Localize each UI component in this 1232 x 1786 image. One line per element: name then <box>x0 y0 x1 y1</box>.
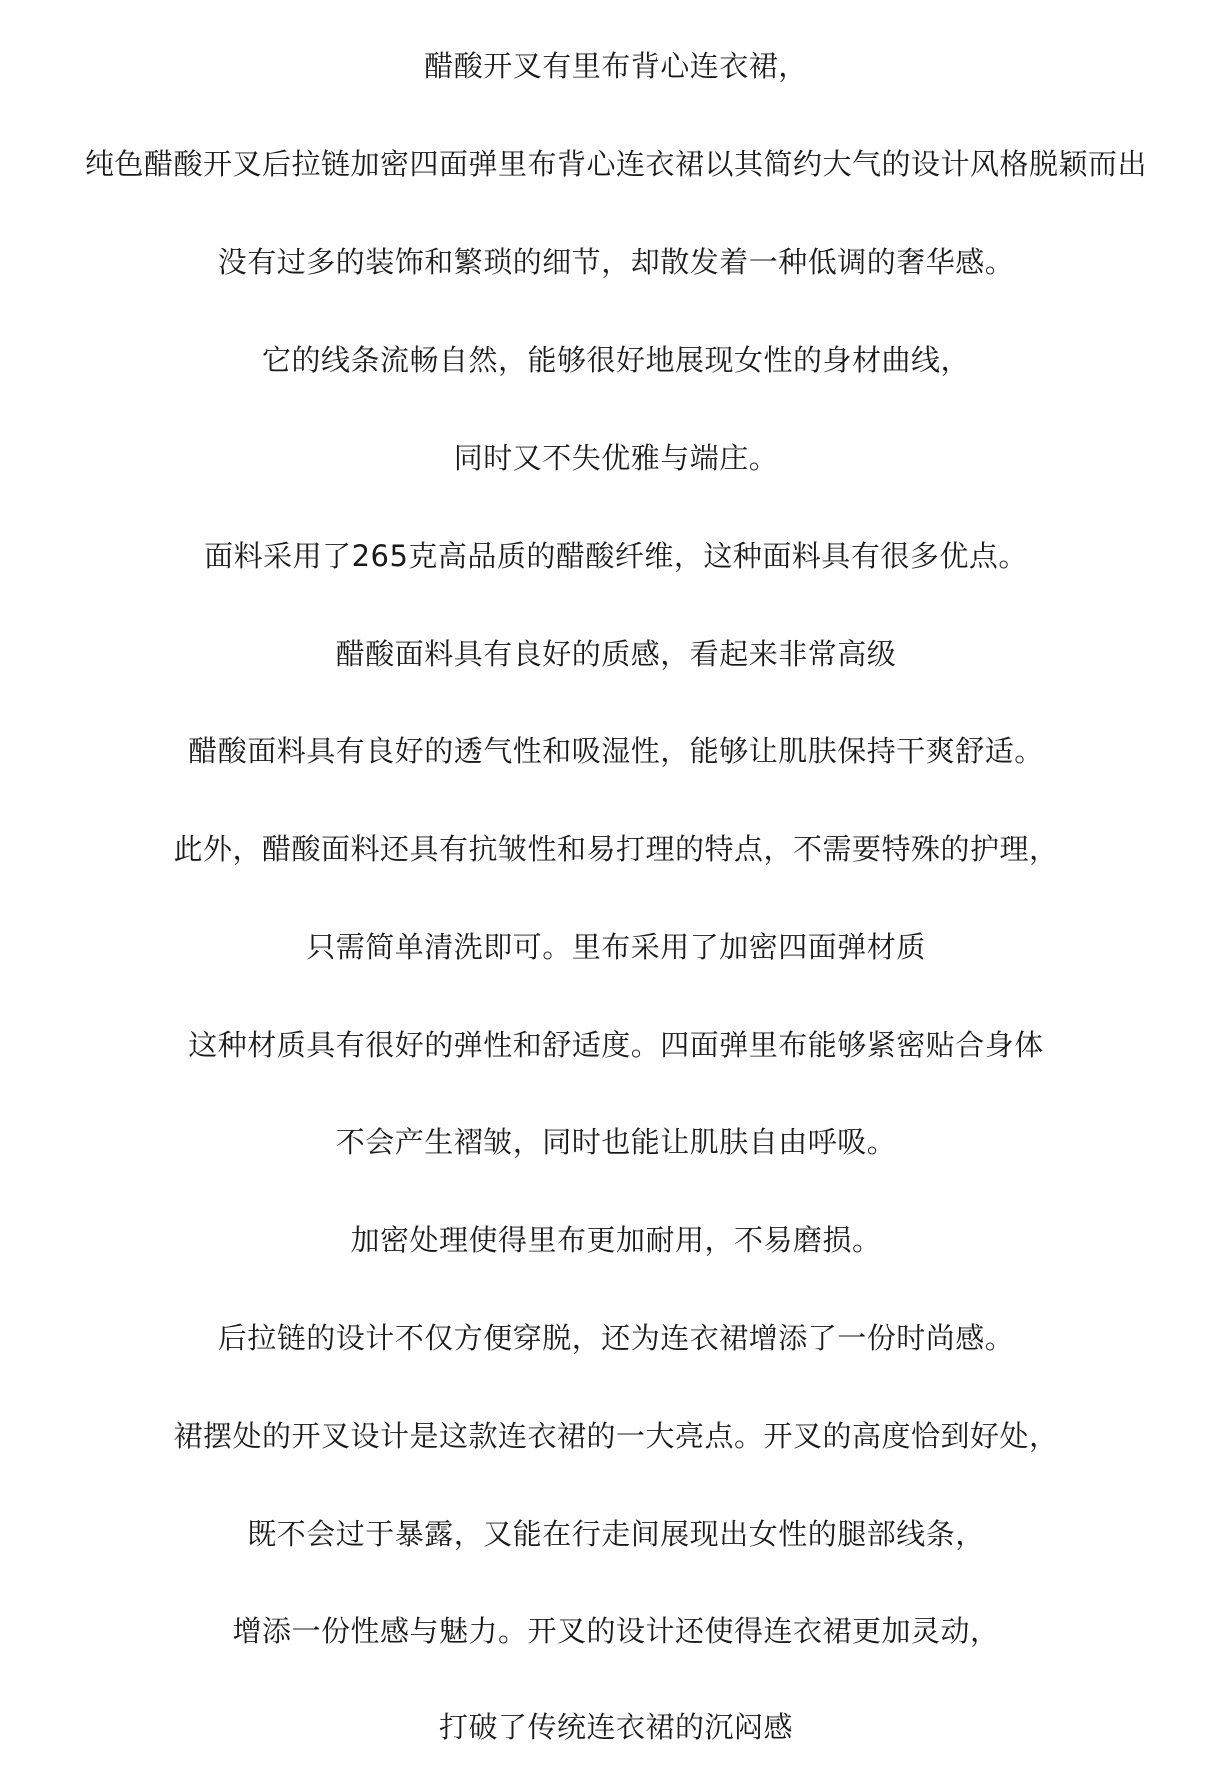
text-line: 只需简单清洗即可。里布采用了加密四面弹材质 <box>306 930 926 964</box>
text-line: 没有过多的装饰和繁琐的细节，却散发着一种低调的奢华感。 <box>217 245 1015 279</box>
text-line: 这种材质具有很好的弹性和舒适度。四面弹里布能够紧密贴合身体 <box>188 1028 1044 1062</box>
text-line: 加密处理使得里布更加耐用，不易磨损。 <box>350 1223 882 1257</box>
text-line: 醋酸面料具有良好的透气性和吸湿性，能够让肌肤保持干爽舒适。 <box>188 734 1044 768</box>
text-line: 纯色醋酸开叉后拉链加密四面弹里布背心连衣裙以其简约大气的设计风格脱颖而出 <box>84 147 1147 181</box>
text-line: 醋酸面料具有良好的质感，看起来非常高级 <box>335 637 897 671</box>
text-line: 打破了传统连衣裙的沉闷感 <box>438 1710 793 1744</box>
text-line: 醋酸开叉有里布背心连衣裙， <box>424 49 808 83</box>
text-line: 面料采用了265克高品质的醋酸纤维，这种面料具有很多优点。 <box>204 539 1028 573</box>
text-line: 不会产生褶皱，同时也能让肌肤自由呼吸。 <box>335 1125 897 1159</box>
text-line: 它的线条流畅自然，能够很好地展现女性的身材曲线， <box>261 343 970 377</box>
text-line: 此外，醋酸面料还具有抗皱性和易打理的特点，不需要特殊的护理， <box>173 832 1059 866</box>
text-line: 同时又不失优雅与端庄。 <box>453 441 779 475</box>
text-line: 后拉链的设计不仅方便穿脱，还为连衣裙增添了一份时尚感。 <box>217 1321 1015 1355</box>
text-line: 裙摆处的开叉设计是这款连衣裙的一大亮点。开叉的高度恰到好处， <box>173 1419 1059 1453</box>
text-line: 既不会过于暴露，又能在行走间展现出女性的腿部线条， <box>247 1517 985 1551</box>
text-line: 增添一份性感与魅力。开叉的设计还使得连衣裙更加灵动， <box>232 1614 1000 1648</box>
